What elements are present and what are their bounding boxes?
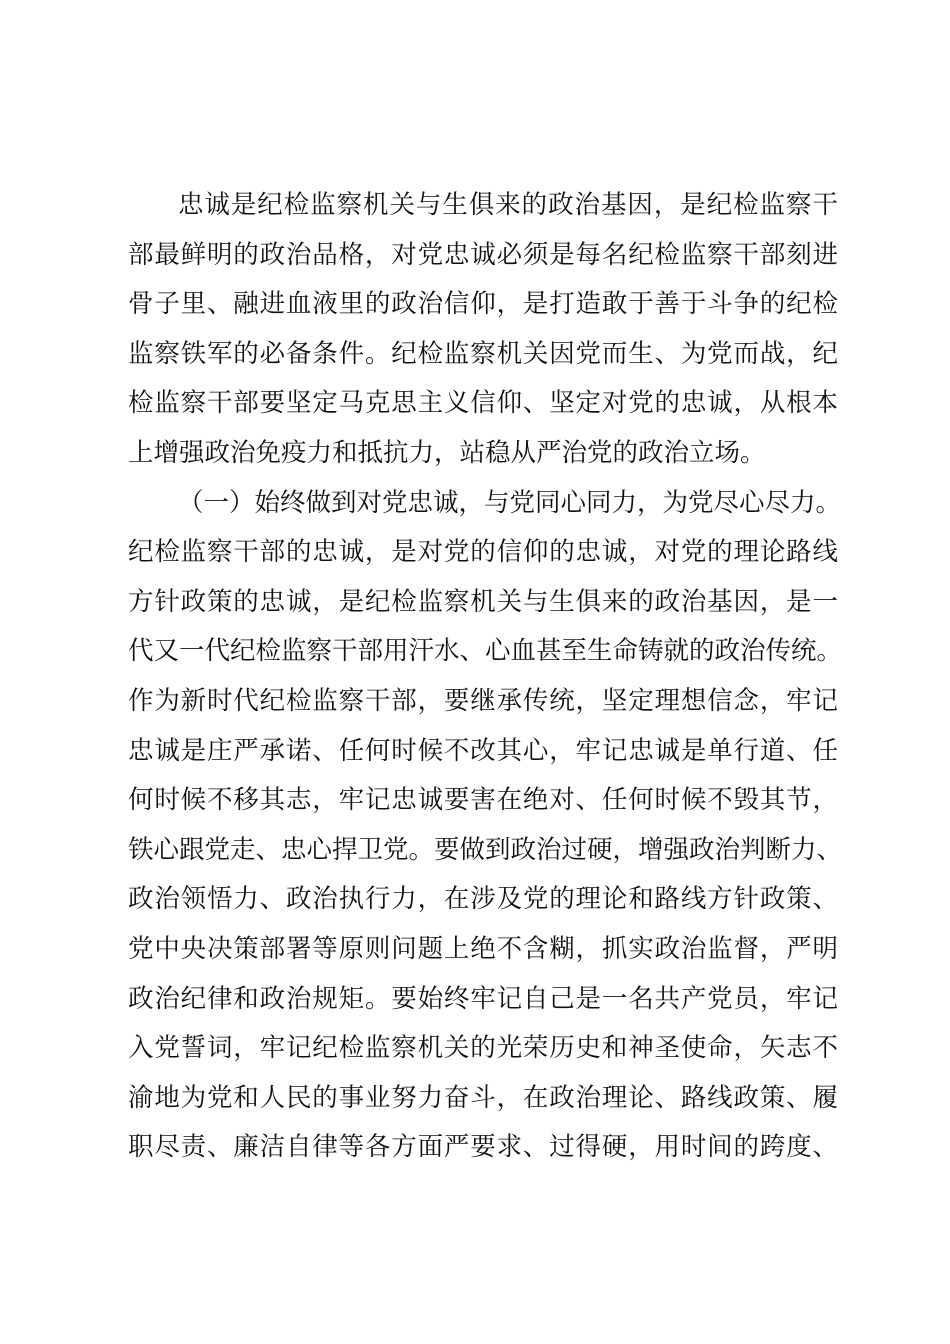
paragraph-2-line-10: 党中央决策部署等原则问题上绝不含糊，抓实政治监督，严明 <box>128 933 838 964</box>
paragraph-1-line-4: 监察铁军的必备条件。纪检监察机关因党而生、为党而战，纪 <box>128 338 838 369</box>
paragraph-2-line-6: 忠诚是庄严承诺、任何时候不改其心，牢记忠诚是单行道、任 <box>128 735 838 766</box>
paragraph-2-line-7: 何时候不移其志，牢记忠诚要害在绝对、任何时候不毁其节， <box>128 785 838 816</box>
paragraph-2-line-14: 职尽责、廉洁自律等各方面严要求、过得硬，用时间的跨度、 <box>128 1132 838 1163</box>
paragraph-2-line-11: 政治纪律和政治规矩。要始终牢记自己是一名共产党员，牢记 <box>128 983 838 1014</box>
paragraph-1-line-1: 忠诚是纪检监察机关与生俱来的政治基因，是纪检监察干 <box>178 190 838 220</box>
paragraph-2-line-5: 作为新时代纪检监察干部，要继承传统，坚定理想信念，牢记 <box>128 685 838 716</box>
paragraph-1-line-3: 骨子里、融进血液里的政治信仰，是打造敢于善于斗争的纪检 <box>128 289 838 320</box>
paragraph-1-line-5: 检监察干部要坚定马克思主义信仰、坚定对党的忠诚，从根本 <box>128 388 838 419</box>
body-text <box>128 181 843 1173</box>
paragraph-2-line-12: 入党誓词，牢记纪检监察机关的光荣历史和神圣使命，矢志不 <box>128 1033 838 1064</box>
paragraph-2-heading-line: （一）始终做到对党忠诚，与党同心同力，为党尽心尽力。 <box>178 487 842 518</box>
paragraph-2-line-3: 方针政策的忠诚，是纪检监察机关与生俱来的政治基因，是一 <box>128 586 838 617</box>
paragraph-2-line-13: 渝地为党和人民的事业努力奋斗，在政治理论、路线政策、履 <box>128 1082 838 1113</box>
paragraph-2-line-2: 纪检监察干部的忠诚，是对党的信仰的忠诚，对党的理论路线 <box>128 537 838 568</box>
paragraph-2-line-4: 代又一代纪检监察干部用汗水、心血甚至生命铸就的政治传统。 <box>128 636 843 667</box>
paragraph-1-line-6: 上增强政治免疫力和抵抗力，站稳从严治党的政治立场。 <box>128 437 766 468</box>
paragraph-2-line-8: 铁心跟党走、忠心捍卫党。要做到政治过硬，增强政治判断力、 <box>128 834 843 865</box>
paragraph-1-line-2: 部最鲜明的政治品格，对党忠诚必须是每名纪检监察干部刻进 <box>128 239 838 270</box>
paragraph-2-line-9: 政治领悟力、政治执行力，在涉及党的理论和路线方针政策、 <box>128 884 838 915</box>
